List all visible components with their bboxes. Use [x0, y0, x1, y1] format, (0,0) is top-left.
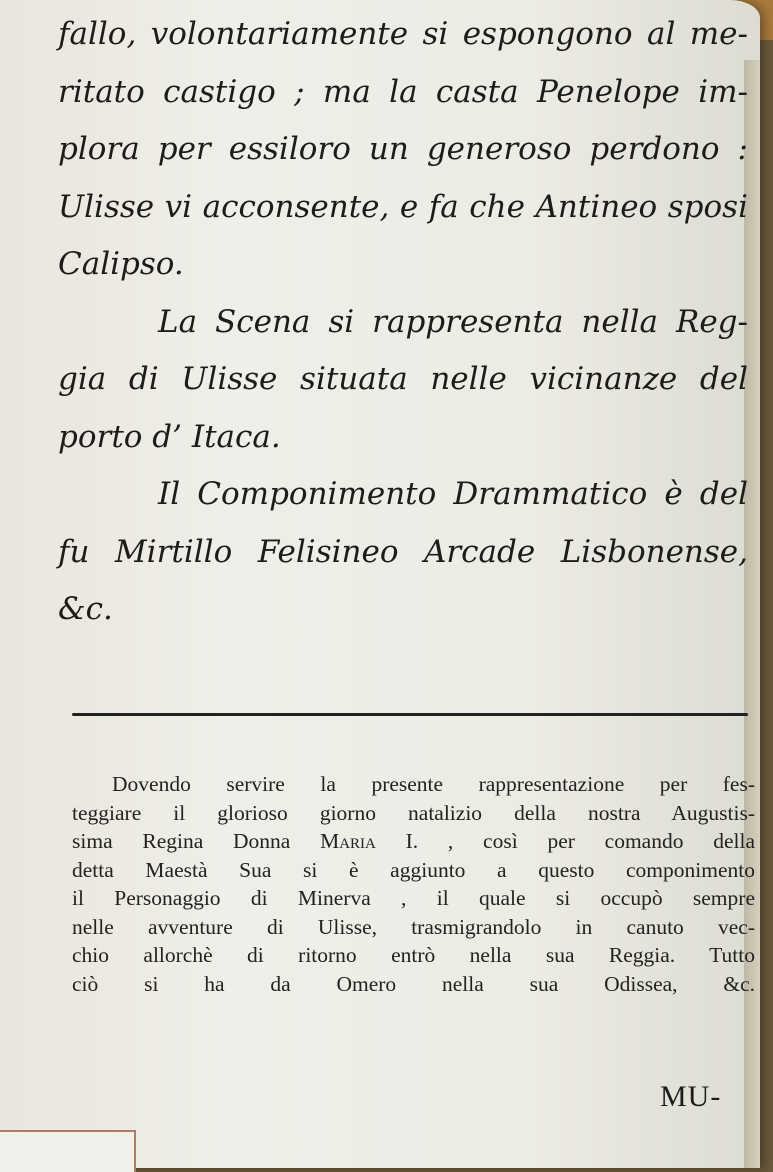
text-line: porto d’ Itaca. [58, 418, 281, 455]
note-line: Dovendo servire la presente rappresentazione per fes- [112, 772, 755, 796]
note-line: il Personaggio di Minerva , il quale si occupò sempre [72, 886, 755, 910]
note-text: sima Regina Donna [72, 829, 321, 853]
paper-scrap [0, 1130, 136, 1172]
note-line: ciò si ha da Omero nella sua Odissea, &c. [72, 971, 755, 996]
text-line: ritato castigo ; ma la casta Penelope im- [58, 73, 748, 110]
horizontal-rule [72, 713, 748, 716]
note-line: nelle avventure di Ulisse, trasmigrandolo in canuto vec- [72, 914, 755, 939]
text-line: &c. [58, 591, 113, 627]
text-line: fallo, volontariamente si espongono al me- [58, 16, 748, 52]
text-line: La Scena si rappresenta nella Reg- [158, 303, 748, 340]
text-line: Il Componimento Drammatico è del [158, 476, 748, 512]
note-line: chio allorchè di ritorno entrò nella sua Reggia. Tutto [72, 943, 755, 967]
note-text: , così per comando della [418, 829, 755, 853]
paragraph-3 [58, 466, 748, 639]
paragraph-1 [58, 6, 748, 294]
text-line: Calipso. [58, 246, 184, 282]
note-line: detta Maestà Sua si è aggiunto a questo componimento [72, 857, 755, 882]
paragraph-2 [58, 294, 748, 467]
note-line [72, 827, 755, 856]
catchword: MU- [660, 1080, 722, 1113]
footnote-block [72, 770, 755, 998]
text-line: plora per essiloro un generoso perdono : [58, 131, 748, 167]
text-line: fu Mirtillo Felisineo Arcade Lisbonense, [58, 533, 748, 570]
text-line: gia di Ulisse situata nelle vicinanze del [58, 361, 748, 397]
note-line: teggiare il glorioso giorno natalizio della nostra Augustis- [72, 800, 755, 825]
queen-name: Maria I. [320, 829, 419, 853]
main-text [58, 6, 748, 639]
text-line: Ulisse vi acconsente, e fa che Antineo sposi [58, 188, 748, 225]
